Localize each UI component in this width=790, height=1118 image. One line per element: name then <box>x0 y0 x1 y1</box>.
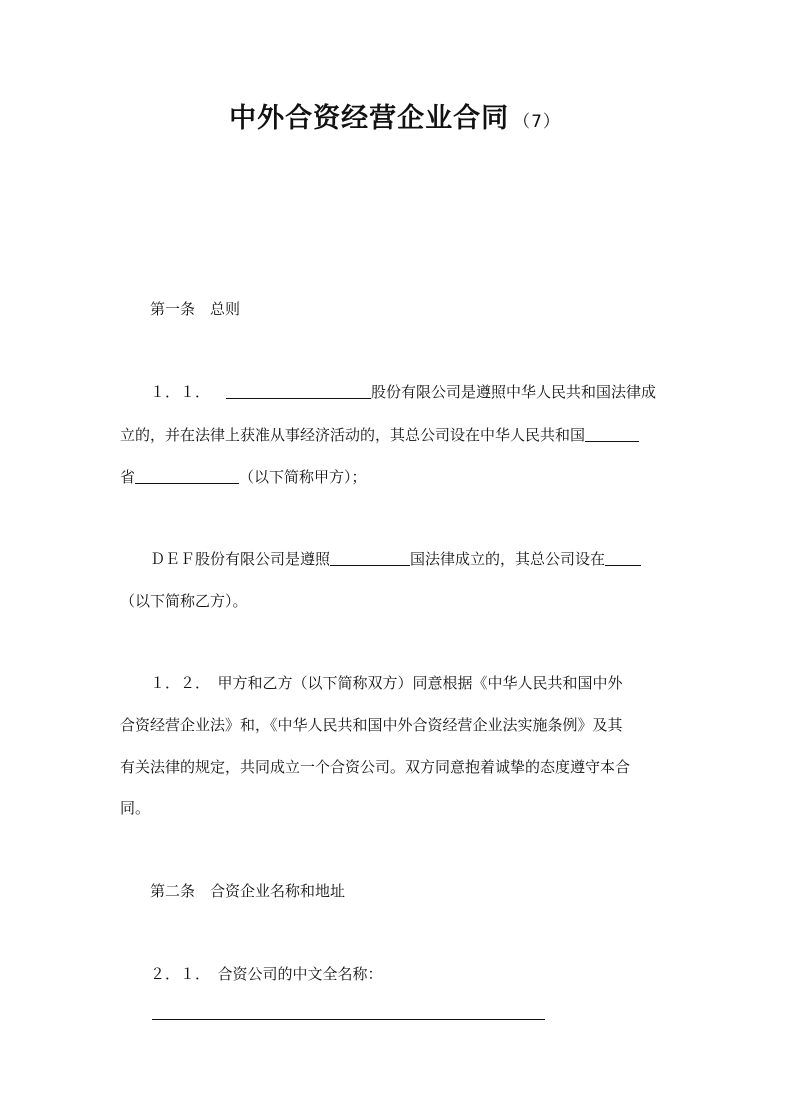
document-title <box>0 96 790 135</box>
clause-1-2-line-3: 有关法律的规定，共同成立一个合资公司。双方同意抱着诚挚的态度遵守本合 <box>120 758 631 776</box>
clause-1-1-line-1 <box>150 381 672 402</box>
fill-in-blank[interactable] <box>330 549 410 566</box>
chinese-name-blank[interactable] <box>152 1019 545 1020</box>
clause-1-1-line-2 <box>120 424 672 445</box>
clause-text: 省 <box>120 468 136 486</box>
article-2-heading: 第二条 合资企业名称和地址 <box>150 882 346 900</box>
clause-text: 立的，并在法律上获准从事经济活动的，其总公司设在中华人民共和国 <box>120 426 586 444</box>
clause-text: ＤＥＦ股份有限公司是遵照 <box>150 550 331 568</box>
clause-text: 股份有限公司是遵照中华人民共和国法律成 <box>371 383 657 401</box>
title-suffix: （7） <box>513 112 561 132</box>
clause-text: （以下简称甲方）； <box>239 468 367 486</box>
def-party-line-1 <box>150 548 672 569</box>
clause-1-2-line-4: 同。 <box>120 799 151 817</box>
clause-1-2-line-1: １．２． 甲方和乙方（以下简称双方）同意根据《中华人民共和国中外 <box>150 674 623 692</box>
def-party-line-2: （以下简称乙方）。 <box>120 592 248 610</box>
fill-in-blank[interactable] <box>585 425 639 442</box>
fill-in-blank[interactable] <box>135 467 239 484</box>
clause-1-1-line-3 <box>120 466 672 487</box>
clause-number: １．１． <box>150 383 211 401</box>
title-main: 中外合资经营企业合同 <box>229 103 510 134</box>
clause-2-1: ２．１． 合资公司的中文全名称： <box>150 965 383 983</box>
article-1-heading: 第一条 总则 <box>150 300 241 318</box>
clause-text: 国法律成立的，其总公司设在 <box>410 550 606 568</box>
fill-in-blank[interactable] <box>605 549 641 566</box>
clause-1-2-line-2: 合资经营企业法》和，《中华人民共和国中外合资经营企业法实施条例》及其 <box>120 716 623 734</box>
fill-in-blank[interactable] <box>226 382 371 399</box>
